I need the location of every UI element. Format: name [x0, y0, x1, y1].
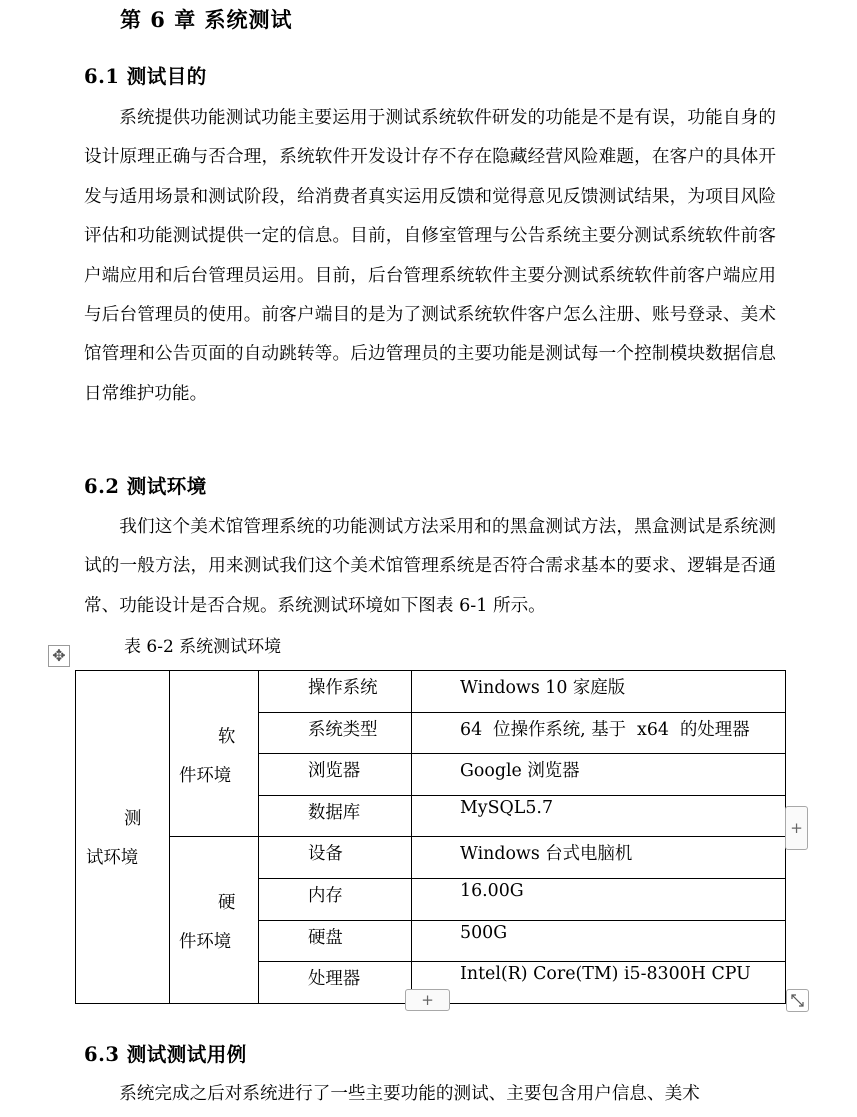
env-label-line1: 测: [124, 808, 142, 829]
move-icon: ✥: [52, 646, 66, 665]
row-name: 数据库: [259, 795, 412, 837]
row-value: 16.00G: [412, 878, 786, 920]
software-label-line1: 软: [218, 726, 236, 747]
section-6-1-paragraph: 系统提供功能测试功能主要运用于测试系统软件研发的功能是不是有误，功能自身的设计原理正确与否合理，系统软件开发设计存不存在隐藏经营风险难题，在客户的具体开发与适用场景和测试阶段，给消费者真实运用反馈和觉得意见反馈测试结果，为项目风险评估和功能测试提供一定的信息。目前，自修室管理与公告系统主要分测试系统软件前客户端应用和后台管理员运用。目前，后台管理系统软件主要分测试系统软件前客户端应用与后台管理员的使用。前客户端目的是为了测试系统软件客户怎么注册、账号登录、美术馆管理和公告页面的自动跳转等。后边管理员的主要功能是测试每一个控制模块数据信息日常维护功能。: [84, 108, 776, 404]
hardware-label-line2: 件环境: [179, 932, 232, 953]
section-6-2-paragraph: 我们这个美术馆管理系统的功能测试方法采用和的黑盒测试方法，黑盒测试是系统测试的一般方法，用来测试我们这个美术馆管理系统是否符合需求基本的要求、逻辑是否通常、功能设计是否合规。系统测试环境如下图表 6-1 所示。: [84, 517, 776, 616]
row-value: 500G: [412, 920, 786, 962]
software-label-line2: 件环境: [179, 765, 232, 786]
resize-icon: [787, 990, 808, 1011]
row-value: MySQL5.7: [412, 795, 786, 837]
row-value: Intel(R) Core(TM) i5-8300H CPU: [412, 962, 786, 1004]
section-title-6-2: 6.2 测试环境: [84, 475, 207, 498]
section-title-6-1: 6.1 测试目的: [84, 65, 207, 88]
row-name: 设备: [259, 837, 412, 879]
row-value: 64 位操作系统, 基于 x64 的处理器: [412, 712, 786, 754]
add-column-button[interactable]: [785, 806, 808, 850]
row-name: 内存: [259, 878, 412, 920]
table-resize-handle[interactable]: [786, 989, 809, 1012]
row-value: Windows 台式电脑机: [412, 837, 786, 879]
environment-table: [75, 670, 786, 1004]
table-row: [76, 837, 786, 879]
plus-icon: +: [790, 819, 803, 837]
row-name: 硬盘: [259, 920, 412, 962]
table-row: [76, 671, 786, 713]
hardware-env-cell: [170, 837, 259, 1003]
row-name: 操作系统: [259, 671, 412, 713]
section-title-6-3: 6.3 测试测试用例: [84, 1043, 247, 1066]
add-row-button[interactable]: [405, 989, 450, 1011]
chapter-title: 第 6 章 系统测试: [120, 7, 293, 32]
row-value: Windows 10 家庭版: [412, 671, 786, 713]
plus-icon: +: [421, 991, 434, 1009]
row-name: 处理器: [259, 962, 412, 1004]
row-name: 系统类型: [259, 712, 412, 754]
row-value: Google 浏览器: [412, 754, 786, 796]
env-label-cell: [76, 671, 170, 1004]
software-env-cell: [170, 671, 259, 837]
env-label-line2: 试环境: [86, 847, 139, 868]
hardware-label-line1: 硬: [218, 893, 236, 914]
row-name: 浏览器: [259, 754, 412, 796]
section-6-3-paragraph: 系统完成之后对系统进行了一些主要功能的测试、主要包含用户信息、美术: [119, 1084, 700, 1104]
table-move-handle[interactable]: [48, 645, 70, 667]
table-caption: 表 6-2 系统测试环境: [124, 637, 282, 657]
